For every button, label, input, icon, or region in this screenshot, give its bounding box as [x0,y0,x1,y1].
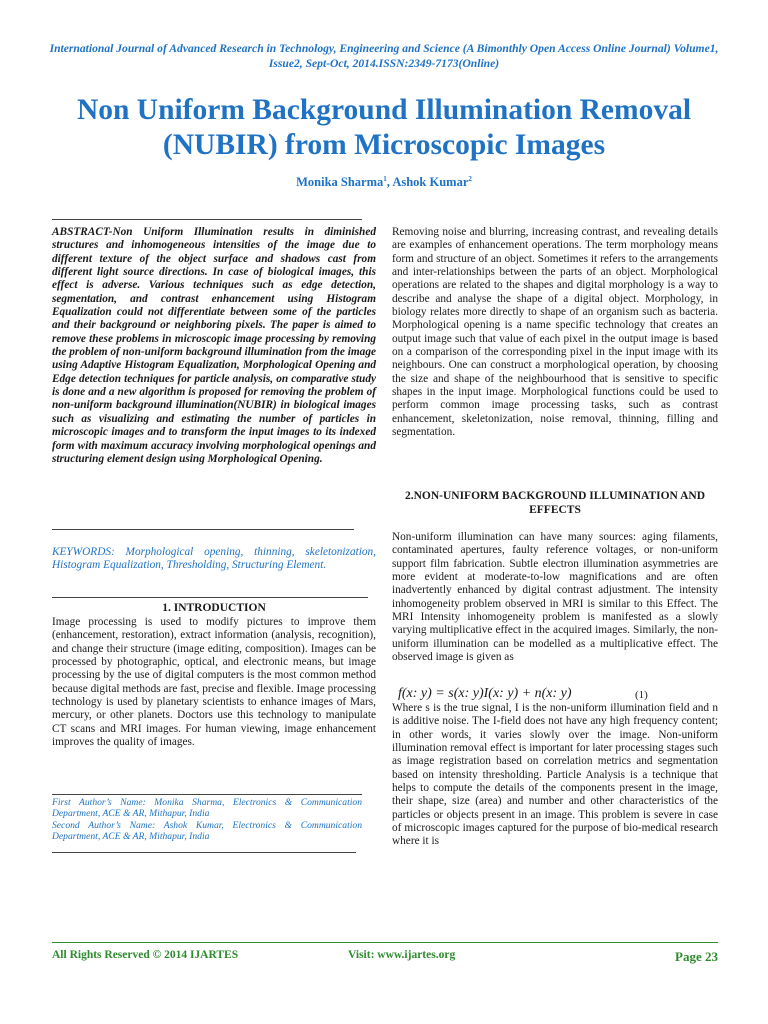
footer-rule [52,942,718,943]
section-2-heading: 2.NON-UNIFORM BACKGROUND ILLUMINATION AND EFFECTS [404,490,706,516]
footer-copyright: All Rights Reserved © 2014 IJARTES [52,949,239,961]
footer-page-number: Page 23 [675,949,718,964]
author-1-affiliation-mark: 1 [383,175,387,183]
keywords-bottom-rule [52,597,368,598]
author-separator: , [386,175,393,190]
abstract-bottom-rule [52,529,354,530]
footnote-top-rule [52,794,362,795]
signal-model-paragraph: Where s is the true signal, I is the non-uniform illumination field and n is additive noise. The I-field does not have any high frequency content; in other words, it varies slowly over the image. Non-uniform illumination removal effect is important for later processing stages such as image registration based on correlation metrics and segmentation based on intensity thresholding. Particle Analysis is a technique that helps to compute the details of the components present in the image, their shape, size (area) and number and other characteristics of the particles or objects present in an image. This problem is severe in case of microscopic images captured for the purpose of bio-medical research where it is [392,702,718,848]
author-line [0,175,768,190]
equation-formula: f(x: y) = s(x: y)I(x: y) + n(x: y) [398,686,572,701]
equation-number: (1) [635,689,648,701]
intro-text: Image processing is used to modify pictures to improve them (enhancement, restoration), extract information (analysis, recognition), and change their structure (image editing, composition). Images can be processed by photographic, optical, and electronic means, but image processing by the use of digital computers is the most common method because digital methods are fast, precise and flexible. Image processing technology is used by planetary scientists to enhance images of Mars, mercury, or other planets. Doctors use this technology to manipulate CT scans and MRI images. For human viewing, image enhancement improves the quality of images. [52,616,376,749]
illumination-paragraph: Non-uniform illumination can have many sources: aging filaments, contaminated apertures, faulty reference voltages, or non-uniform support film fabrication. Subtle electron illumination asymmetries are more evident at moderate-to-low magnifications and are often inadvertently enhanced by digital contrast adjustment. The intensity inhomogeneity problem observed in MRI is similar to this Effect. The MRI Intensity inhomogeneity problem is manifested as a slowly varying multiplicative effect in the acquired images. Similarly, the non-uniform illumination can be modelled as a multiplicative effect. The observed image is given as [392,531,718,664]
author-1-name: Monika Sharma [296,175,384,190]
second-author-note: Second Author’s Name: Ashok Kumar, Electronics & Communication Department, ACE & AR, Mithapur, India [52,819,362,843]
journal-header: International Journal of Advanced Research in Technology, Engineering and Science (A Bimonthly Open Access Online Journal) Volume1, Issue2, Sept-Oct, 2014.ISSN:2349-7173(Online) [49,42,719,70]
paper-title: Non Uniform Background Illumination Removal (NUBIR) from Microscopic Images [76,94,692,161]
author-2-affiliation-mark: 2 [468,175,472,183]
page-footer [52,949,718,967]
author-2-name: Ashok Kumar [392,175,469,190]
intro-heading: 1. INTRODUCTION [162,602,266,614]
author-footnote [52,797,362,843]
abstract: ABSTRACT-Non Uniform Illumination results in diminished structures and inhomogeneous intensities of the image due to different texture of the object surface and shadows cast from different light source directions. In case of biological images, this effect is adverse. Various techniques such as edge detection, segmentation, and contrast enhancement using Histogram Equalization could not differentiate between some of the particles and their background or neighboring pixels. The paper is aimed to remove these problems in microscopic image processing by removing the problem of non-uniform background illumination from the image using Adaptive Histogram Equalization, Morphological Opening and Edge detection techniques for particle analysis, on comparative study is done and a new algorithm is proposed for removing the problem of non-uniform background illumination(NUBIR) in biological images such as visualizing and estimating the number of particles in microscopic images and to transform the input images to its indexed form with maximum accuracy involving morphological openings and structuring element design using Morphological Opening. [52,226,376,465]
footer-website-link[interactable]: Visit: www.ijartes.org [348,949,456,961]
footnote-bottom-rule [52,852,356,853]
first-author-note: First Author’s Name: Monika Sharma, Electronics & Communication Department, ACE & AR, Mithapur, India [52,797,362,820]
morphology-paragraph: Removing noise and blurring, increasing contrast, and revealing details are examples of enhancement operations. The term morphology means form and structure of an object. Sometimes it refers to the arrangements and inter-relationships between the parts of an object. Morphological operations are related to the shapes and digital morphology is a way to describe and analyse the shape of a digital object. Morphology, in biology relates more directly to shape of an organism such as bacteria. Morphological opening is a name specific technology that creates an output image such that value of each pixel in the output image is based on a comparison of the corresponding pixel in the input image with its neighbours. One can construct a morphological operation, by choosing the size and shape of the neighbourhood that is sensitive to specific shapes in the input image. Morphological functions could be used to perform common image processing tasks, such as contrast enhancement, skeletonization, noise removal, thinning, filling and segmentation. [392,226,718,439]
keywords: KEYWORDS: Morphological opening, thinning, skeletonization, Histogram Equalization, Thresholding, Structuring Element. [52,546,376,572]
abstract-top-rule [52,219,362,220]
